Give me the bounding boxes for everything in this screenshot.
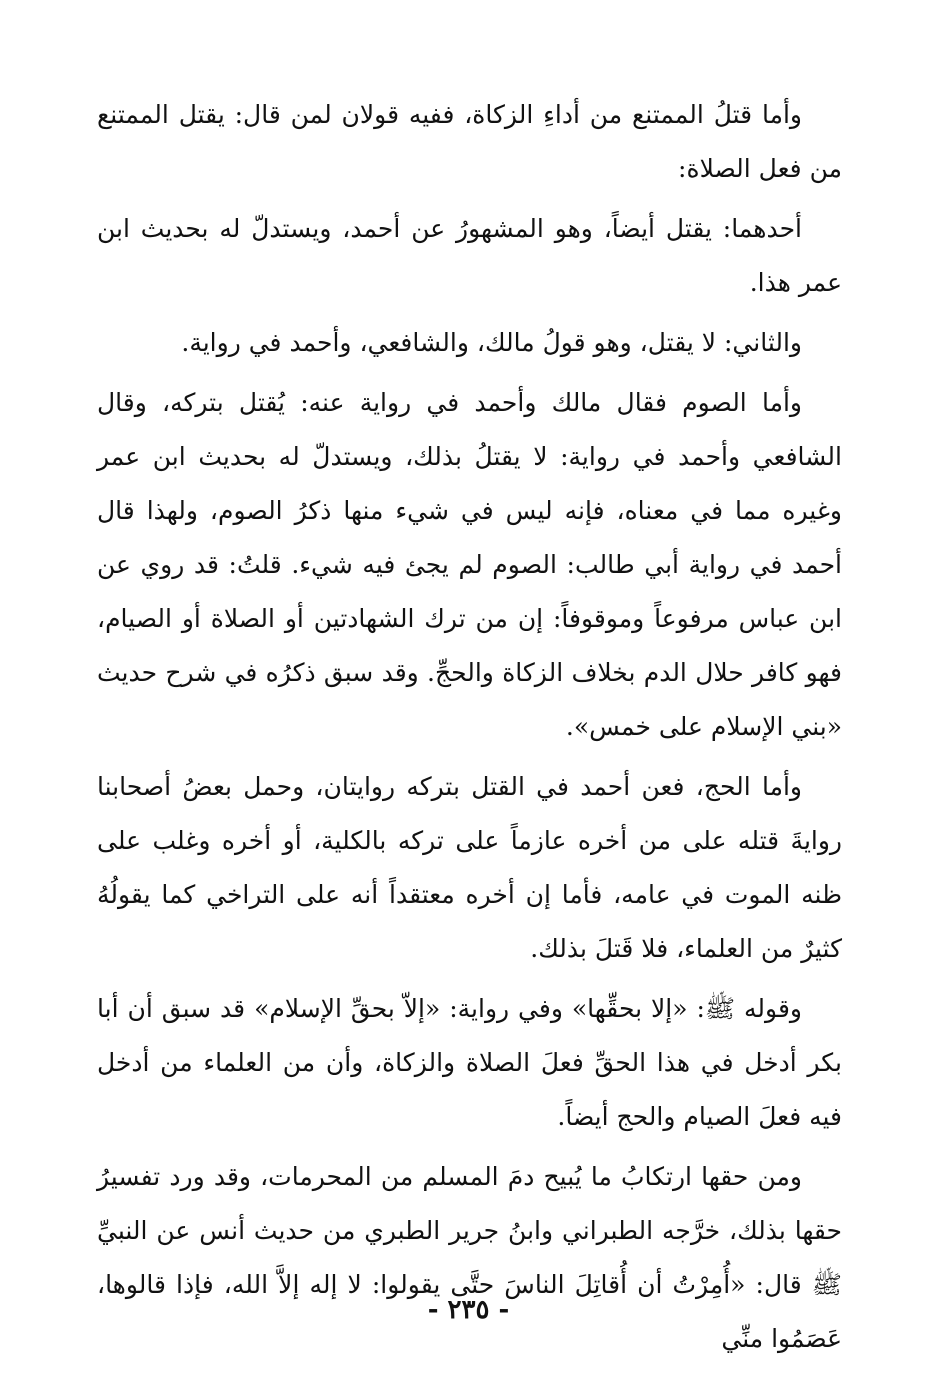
page-body — [97, 88, 842, 1372]
paragraph-hajj: وأما الحج، فعن أحمد في القتل بتركه روايتان، وحمل بعضُ أصحابنا روايةَ قتله على من أخره عازماً على تركه بالكلية، أو أخره وغلب على ظنه الموت في عامه، فأما إن أخره معتقداً أنه على التراخي كما يقولُهُ كثيرٌ من العلماء، فلا قَتلَ بذلك. — [97, 772, 842, 963]
paragraph-fasting: وأما الصوم فقال مالك وأحمد في رواية عنه: يُقتل بتركه، وقال الشافعي وأحمد في رواية: لا يقتلُ بذلك، ويستدلّ له بحديث ابن عمر وغيره مما في معناه، فإنه ليس في شيء منها ذكرُ الصوم، ولهذا قال أحمد في رواية أبي طالب: الصوم لم يجئ فيه شيء. قلتُ: قد روي عن ابن عباس مرفوعاً وموقوفاً: إن من ترك الشهادتين أو الصلاة أو الصيام، فهو كافر حلال الدم بخلاف الزكاة والحجِّ. وقد سبق ذكرُه في شرح حديث «بني الإسلام على خمس». — [97, 388, 842, 741]
paragraph-zakat: وأما قتلُ الممتنع من أداءِ الزكاة، ففيه قولان لمن قال: يقتل الممتنع من فعل الصلاة: — [97, 100, 842, 183]
paragraph-second-opinion: والثاني: لا يقتل، وهو قولُ مالك، والشافعي، وأحمد في رواية. — [181, 328, 802, 357]
paragraph-first-opinion: أحدهما: يقتل أيضاً، وهو المشهورُ عن أحمد، ويستدلّ له بحديث ابن عمر هذا. — [97, 214, 842, 297]
paragraph-illa-bihaqqiha: وقوله ﷺ: «إلا بحقِّها» وفي رواية: «إلاّ بحقِّ الإسلام» قد سبق أن أبا بكر أدخل في هذا الحقِّ فعلَ الصلاة والزكاة، وأن من العلماء من أدخل فيه فعلَ الصيام والحج أيضاً. — [97, 994, 842, 1131]
paragraph-muharramat: ومن حقها ارتكابُ ما يُبيح دمَ المسلم من المحرمات، وقد ورد تفسيرُ حقها بذلك، خرَّجه الطبراني وابنُ جرير الطبري من حديث أنس عن النبيِّ ﷺ قال: «أُمِرْتُ أن أُقاتِلَ الناسَ حتَّى يقولوا: لا إله إلاَّ الله، فإذا قالوها، عَصَمُوا منِّي — [97, 1162, 842, 1353]
page-number: - ٢٣٥ - — [427, 1295, 510, 1325]
